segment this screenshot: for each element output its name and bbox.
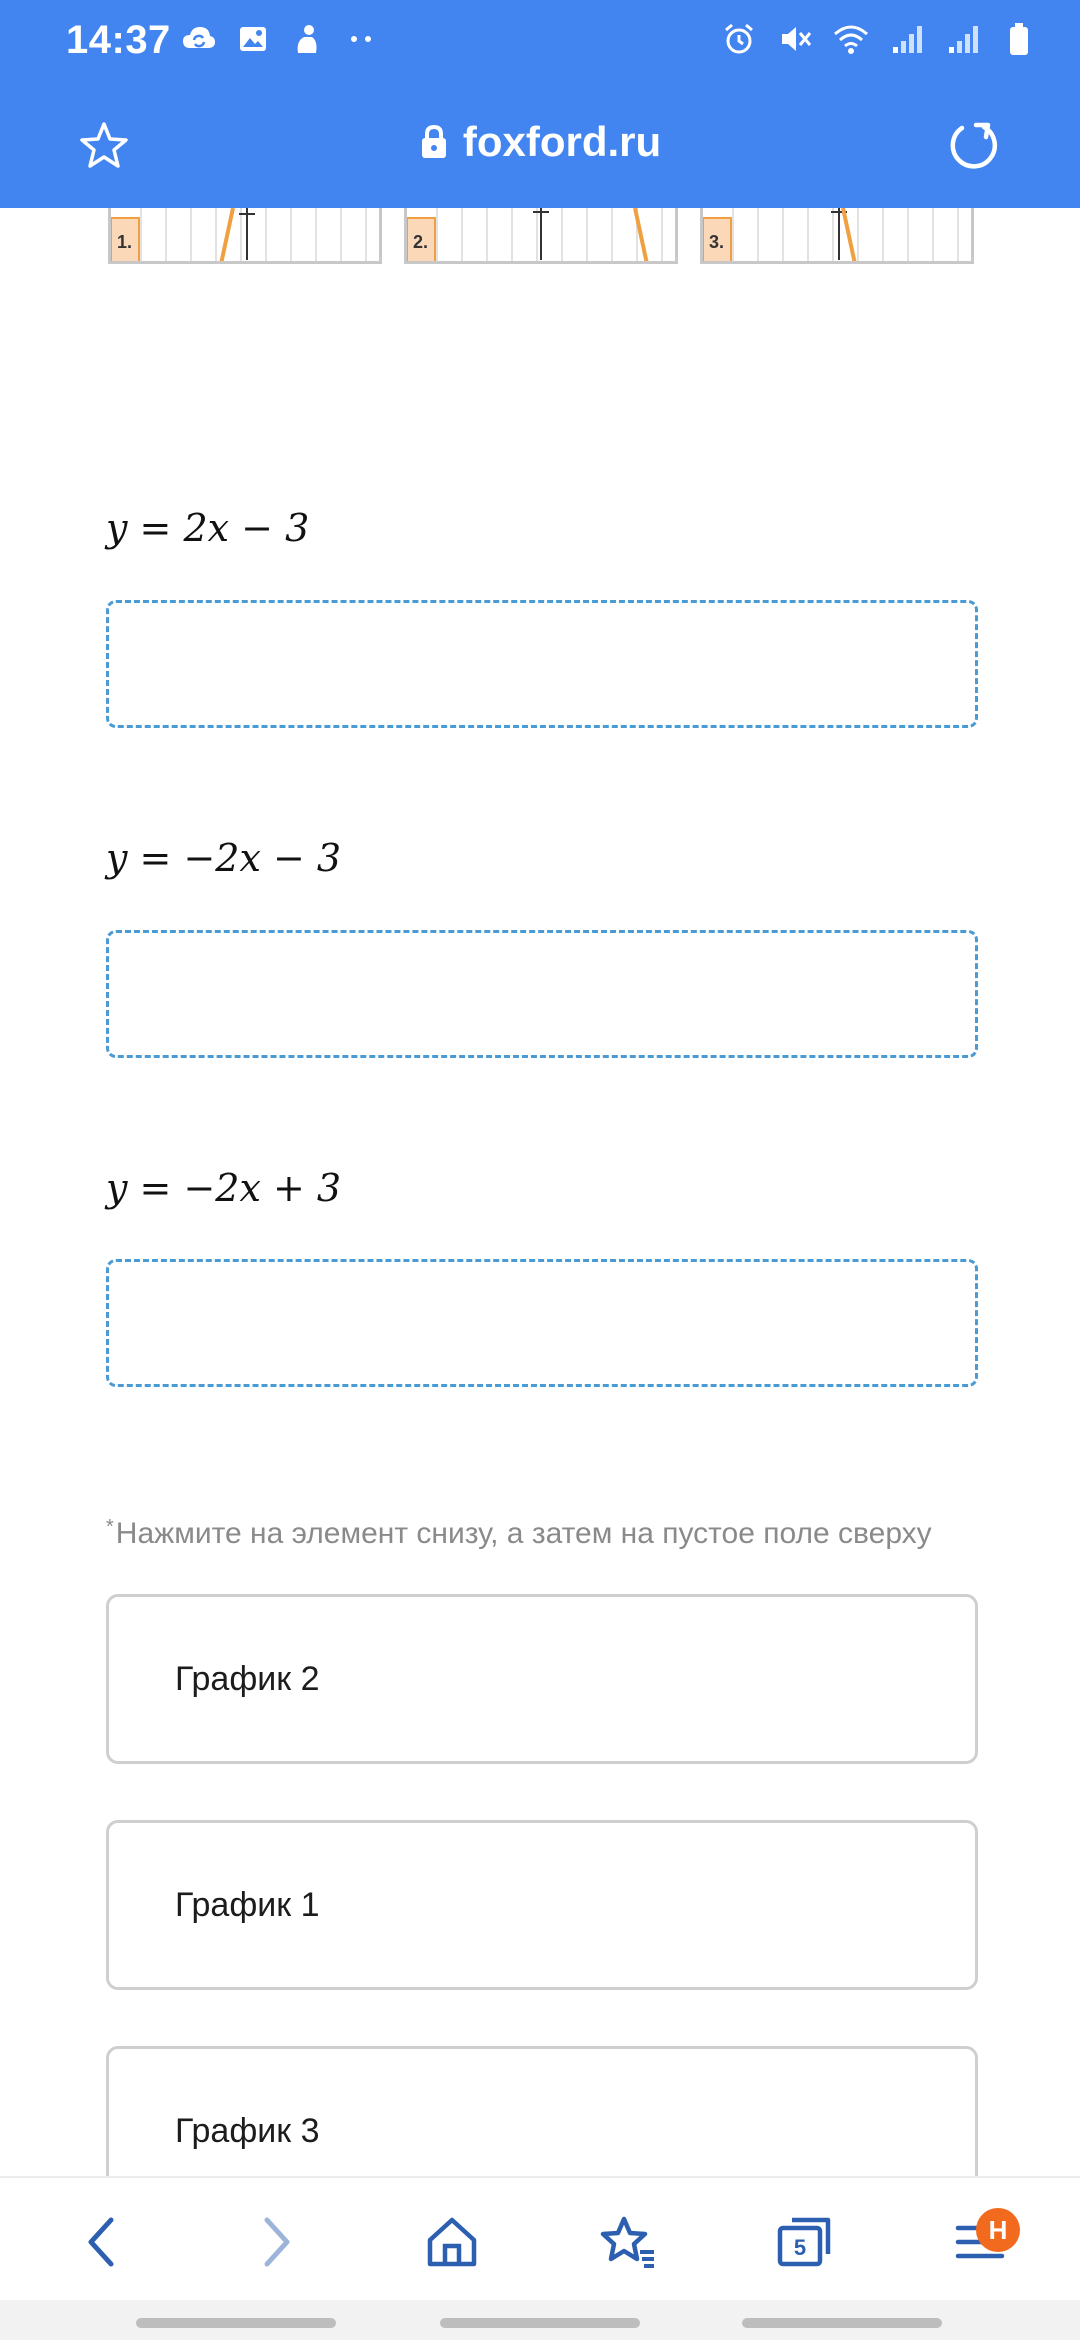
instruction-hint: [106, 1516, 932, 1551]
status-right-icons: [720, 20, 1038, 58]
equation-1: y = 2x − 3: [106, 506, 310, 550]
gallery-icon: [234, 20, 272, 58]
lock-icon: [419, 122, 449, 170]
alarm-icon: [720, 20, 758, 58]
graph-thumbnail-2: [404, 208, 678, 264]
mute-icon: [776, 20, 814, 58]
tabs-icon: [774, 2214, 834, 2270]
browser-top-bar: [0, 0, 1080, 208]
graph-thumbnails: [108, 208, 974, 268]
hint-asterisk: *: [106, 1516, 114, 1538]
menu-notification-badge: H: [976, 2208, 1020, 2252]
answer-option-label: График 2: [175, 1659, 320, 1698]
answer-option-1[interactable]: [106, 1594, 978, 1764]
signal-icon: [888, 20, 926, 58]
signal-icon: [944, 20, 982, 58]
hint-text: Нажмите на элемент снизу, а затем на пустое поле сверху: [115, 1517, 932, 1550]
graph-thumbnail-label: 3.: [709, 232, 725, 252]
status-left-icons: [180, 20, 380, 58]
gesture-handle-left[interactable]: [136, 2318, 336, 2328]
more-dots-icon: [342, 20, 380, 58]
reload-button[interactable]: [946, 118, 1002, 174]
battery-icon: [1000, 20, 1038, 58]
bookmarks-button[interactable]: [588, 2202, 668, 2282]
gesture-handle-center[interactable]: [440, 2318, 640, 2328]
equation-3: y = −2x + 3: [106, 1166, 342, 1210]
tabs-count: 5: [793, 2235, 807, 2260]
home-button[interactable]: [412, 2202, 492, 2282]
answer-option-2[interactable]: [106, 1820, 978, 1990]
home-icon: [424, 2214, 480, 2270]
answer-option-label: График 3: [175, 2111, 320, 2150]
graph-thumbnail-3: [700, 208, 974, 264]
url-text: foxford.ru: [462, 118, 662, 165]
gesture-handle-right[interactable]: [742, 2318, 942, 2328]
answer-dropzone-1[interactable]: [106, 600, 978, 728]
reload-icon: [946, 118, 1002, 174]
cloud-sync-icon: [180, 20, 218, 58]
equation-2: y = −2x − 3: [106, 836, 342, 880]
forward-button[interactable]: [236, 2202, 316, 2282]
answer-option-label: График 1: [175, 1885, 320, 1924]
wifi-icon: [832, 20, 870, 58]
answer-dropzone-2[interactable]: [106, 930, 978, 1058]
chevron-right-icon: [251, 2212, 301, 2272]
graph-thumbnail-label: 2.: [413, 232, 429, 252]
chevron-left-icon: [77, 2212, 127, 2272]
status-time: 14:37: [66, 18, 171, 62]
answer-dropzone-3[interactable]: [106, 1259, 978, 1387]
bookmarks-star-icon: [598, 2214, 658, 2270]
graph-thumbnail-label: 1.: [117, 232, 133, 252]
address-bar[interactable]: [0, 118, 1080, 170]
graph-thumbnail-1: [108, 208, 382, 264]
back-button[interactable]: [62, 2202, 142, 2282]
tabs-button[interactable]: [764, 2202, 844, 2282]
notification-icon: [288, 20, 326, 58]
